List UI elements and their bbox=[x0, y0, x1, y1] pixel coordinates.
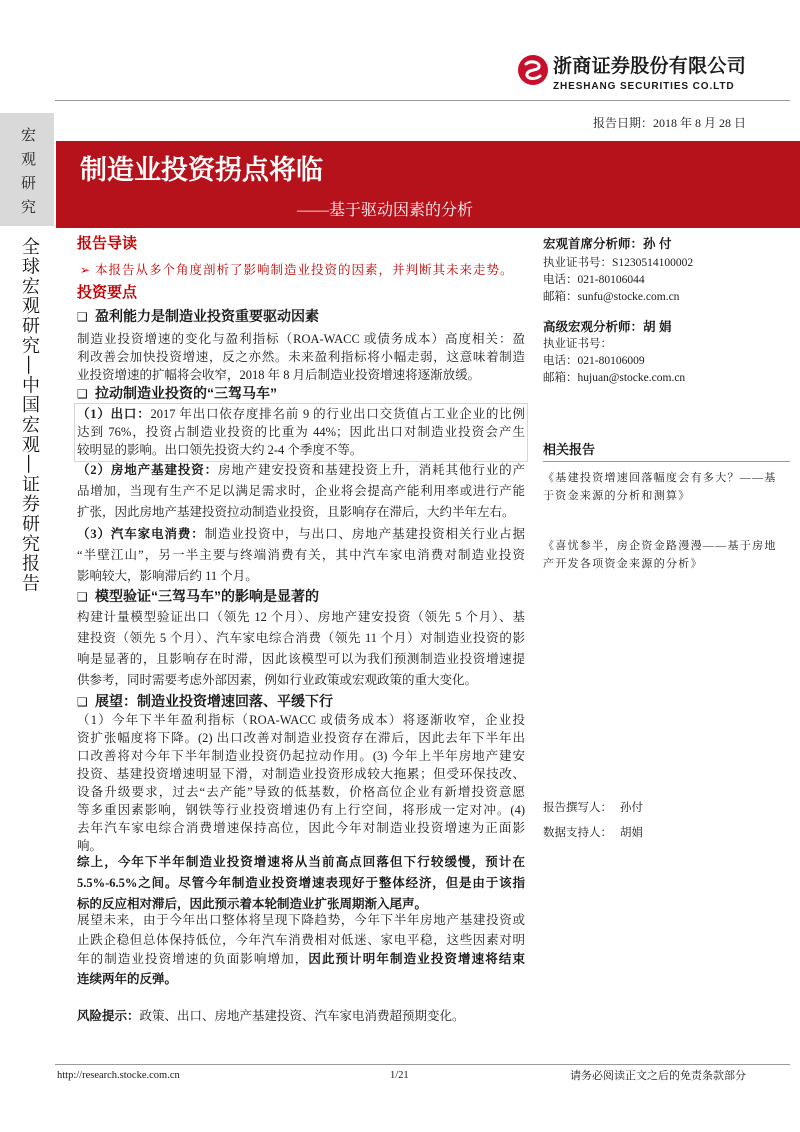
text-line: “半壁江山”，另一半主要与终端消费有关，其中汽车家电消费对制造业投资 bbox=[77, 548, 525, 562]
report-series-label: 全球宏观研究—中国宏观—证券研究报告 bbox=[20, 237, 40, 594]
text-line: 资扩张幅度将下降。(2) 出口改善对制造业投资存在滞后，因此去年下半年出 bbox=[77, 731, 525, 745]
text-line: 口改善将对今年下半年制造业投资仍起拉动作用。(3) 今年上半年房地产建安 bbox=[77, 749, 525, 763]
item-text: 制造业投资中，与出口、房地产基建投资相关行业占据 bbox=[204, 527, 525, 541]
text-line: 扩张，因此房地产基建投资拉动制造业投资，且影响存在滞后，大约半年左右。 bbox=[77, 505, 515, 519]
driver-item-auto-appliance bbox=[77, 524, 525, 587]
text-line: 影响较大，影响滞后约 11 个月。 bbox=[77, 569, 258, 583]
risk-warning bbox=[77, 1007, 465, 1025]
report-writer bbox=[543, 800, 643, 816]
analyst-contact bbox=[543, 255, 693, 306]
text-line: 等多重因素影响，钢铁等行业投资增速仍有上行空间，将形成一定对冲。(4) bbox=[77, 803, 525, 817]
related-report-line: 于资金来源的分析和测算》 bbox=[543, 490, 691, 502]
text-line: 业投资增速的扩幅将会收窄，2018 年 8 月后制造业投资增速将逐渐放缓。 bbox=[77, 368, 481, 382]
square-bullet-icon: ❑ bbox=[77, 590, 88, 604]
section-heading-profitability bbox=[77, 307, 319, 325]
writer-name: 孙付 bbox=[620, 802, 643, 814]
section-title: 盈利能力是制造业投资重要驱动因素 bbox=[95, 308, 319, 324]
risk-text: 政策、出口、房地产基建投资、汽车家电消费超预期变化。 bbox=[139, 1009, 465, 1023]
page-number: 1/21 bbox=[390, 1070, 409, 1081]
driver-item-export bbox=[77, 405, 525, 459]
analyst-title: 宏观首席分析师：孙 付 bbox=[543, 237, 672, 251]
report-title: 制造业投资拐点将临 bbox=[80, 155, 323, 185]
section-title: 模型验证“三驾马车”的影响是显著的 bbox=[95, 588, 319, 604]
section-heading-outlook bbox=[77, 692, 333, 710]
data-support-name: 胡娟 bbox=[620, 827, 643, 839]
text-line: 较明显的影响。出口领先投资大约 2-4 个季度不等。 bbox=[77, 443, 363, 457]
text-line: 标的反应相对滞后，因此预示着本轮制造业扩张周期渐入尾声。 bbox=[77, 897, 428, 911]
text-line: 止跌企稳但总体保持低位，今年汽车消费相对低迷、家电平稳，这些因素对明 bbox=[77, 932, 525, 947]
square-bullet-icon: ❑ bbox=[77, 387, 88, 401]
text-line: 投资、基建投资增速明显下滑，对制造业投资形成较大拖累；但受环保技改、 bbox=[77, 767, 525, 781]
analyst-cert: 执业证书号： bbox=[543, 338, 612, 350]
text-line: 5.5%-6.5%之间。尽管今年制造业投资增速表现好于整体经济，但是由于该指 bbox=[77, 876, 525, 890]
risk-label: 风险提示： bbox=[77, 1009, 140, 1023]
text-line: （1）今年下半年盈利指标（ROA-WACC 或债务成本）将逐渐收窄，企业投 bbox=[77, 713, 525, 727]
points-heading: 投资要点 bbox=[77, 284, 138, 301]
section-heading-three-drivers bbox=[77, 384, 277, 402]
text-line: 建投资（领先 5 个月）、汽车家电综合消费（领先 11 个月）对制造业投资的影 bbox=[77, 631, 525, 645]
paragraph-profitability bbox=[77, 330, 525, 384]
text-segment: 年的制造业投资增速的负面影响增加， bbox=[77, 952, 309, 967]
text-line: 供参考，同时需要考虑外部因素，例如行业政策或宏观政策的重大变化。 bbox=[77, 673, 478, 687]
text-line: 构建计量模型验证出口（领先 12 个月）、房地产建安投资（领先 5 个月）、基 bbox=[77, 610, 525, 624]
text-segment-bold: 因此预计明年制造业投资增速将结束 bbox=[308, 952, 525, 967]
analyst-contact bbox=[543, 336, 685, 387]
writer-label: 报告撰写人： bbox=[543, 802, 612, 814]
guide-heading: 报告导读 bbox=[77, 235, 138, 252]
text-line: 品增加，当现有生产不足以满足需求时，企业将会提高产能利用率或进行产能 bbox=[77, 484, 525, 498]
text-line: 综上，今年下半年制造业投资增速将从当前高点回落但下行较缓慢，预计在 bbox=[77, 855, 525, 869]
footer-url-link[interactable]: http://research.stocke.com.cn bbox=[57, 1070, 180, 1081]
category-label: 宏观研究 bbox=[19, 127, 35, 223]
item-label: （1）出口： bbox=[77, 407, 151, 421]
text-line: 设备升级要求，过去“去产能”导致的低基数，价格高位企业有新增投资意愿 bbox=[77, 785, 525, 799]
text-line: 制造业投资增速的变化与盈利指标（ROA-WACC 或债务成本）高度相关：盈 bbox=[77, 332, 525, 346]
conclusion-paragraph bbox=[77, 852, 525, 915]
related-report-line: 《喜忧参半，房企资金路漫漫——基于房地 bbox=[543, 540, 777, 552]
analyst-email: 邮箱：hujuan@stocke.com.cn bbox=[543, 372, 686, 384]
section-title: 展望：制造业投资增速回落、平缓下行 bbox=[95, 693, 333, 709]
guide-text: 本报告从多个角度剖析了影响制造业投资的因素，并判断其未来走势。 bbox=[95, 263, 514, 277]
section-heading-model bbox=[77, 587, 319, 605]
text-line: 响是显著的，且影响存在时滞，因此该模型可以为我们预测制造业投资增速提 bbox=[77, 652, 525, 666]
related-divider bbox=[543, 461, 790, 462]
item-text: 2017 年出口依存度排名前 9 的行业出口交货值占工业企业的比例 bbox=[150, 407, 525, 421]
company-name-en: ZHESHANG SECURITIES CO.LTD bbox=[553, 81, 735, 92]
analyst-phone: 电话：021-80106009 bbox=[543, 355, 645, 367]
paragraph-model bbox=[77, 607, 525, 691]
text-line: 利改善会加快投资增速，反之亦然。未来盈利指标将小幅走弱，这意味着制造 bbox=[77, 350, 525, 364]
section-title: 拉动制造业投资的“三驾马车” bbox=[95, 385, 277, 401]
data-support-label: 数据支持人： bbox=[543, 827, 612, 839]
text-line: 达到 76%，投资占制造业投资的比重为 44%；因此出口对制造业投资会产生 bbox=[77, 425, 525, 439]
paragraph-outlook bbox=[77, 711, 525, 855]
item-label: （2）房地产基建投资： bbox=[77, 463, 218, 477]
analyst-phone: 电话：021-80106044 bbox=[543, 274, 645, 286]
related-report-line: 《基建投资增速回落幅度会有多大？——基 bbox=[543, 472, 777, 484]
related-report-item bbox=[543, 537, 777, 573]
driver-item-property-infrastructure bbox=[77, 460, 525, 523]
related-reports-heading: 相关报告 bbox=[543, 442, 596, 457]
text-line: 展望未来，由于今年出口整体将呈现下降趋势，今年下半年房地产基建投资或 bbox=[77, 913, 525, 927]
square-bullet-icon: ❑ bbox=[77, 695, 88, 709]
footer-divider bbox=[55, 1064, 790, 1065]
zheshang-logo-icon bbox=[517, 54, 549, 86]
analyst-title: 高级宏观分析师：胡 娟 bbox=[543, 320, 672, 334]
text-line: 响。 bbox=[77, 839, 103, 853]
item-label: （3）汽车家电消费： bbox=[77, 527, 205, 541]
analyst-cert: 执业证书号：S1230514100002 bbox=[543, 257, 694, 269]
guide-item bbox=[80, 261, 514, 279]
related-report-line: 产开发各项资金来源的分析》 bbox=[543, 558, 703, 570]
footer-disclaimer: 请务必阅读正文之后的免责条款部分 bbox=[570, 1070, 746, 1082]
header-divider bbox=[55, 100, 790, 101]
analyst-email: 邮箱：sunfu@stocke.com.cn bbox=[543, 291, 680, 303]
arrow-bullet-icon: ➢ bbox=[80, 263, 91, 277]
report-date: 报告日期：2018 年 8 月 28 日 bbox=[592, 116, 746, 130]
item-text: 房地产建安投资和基建投资上升，消耗其他行业的产 bbox=[218, 463, 525, 477]
data-support bbox=[543, 825, 643, 841]
future-outlook-paragraph bbox=[77, 911, 525, 990]
related-report-item bbox=[543, 469, 777, 505]
report-subtitle: ——基于驱动因素的分析 bbox=[297, 202, 474, 219]
text-line: 连续两年的反弹。 bbox=[77, 972, 178, 987]
text-line: 去年汽车家电综合消费增速保持高位，因此今年对制造业投资增速为正面影 bbox=[77, 821, 525, 835]
square-bullet-icon: ❑ bbox=[77, 310, 88, 324]
company-name-cn: 浙商证券股份有限公司 bbox=[553, 56, 747, 77]
